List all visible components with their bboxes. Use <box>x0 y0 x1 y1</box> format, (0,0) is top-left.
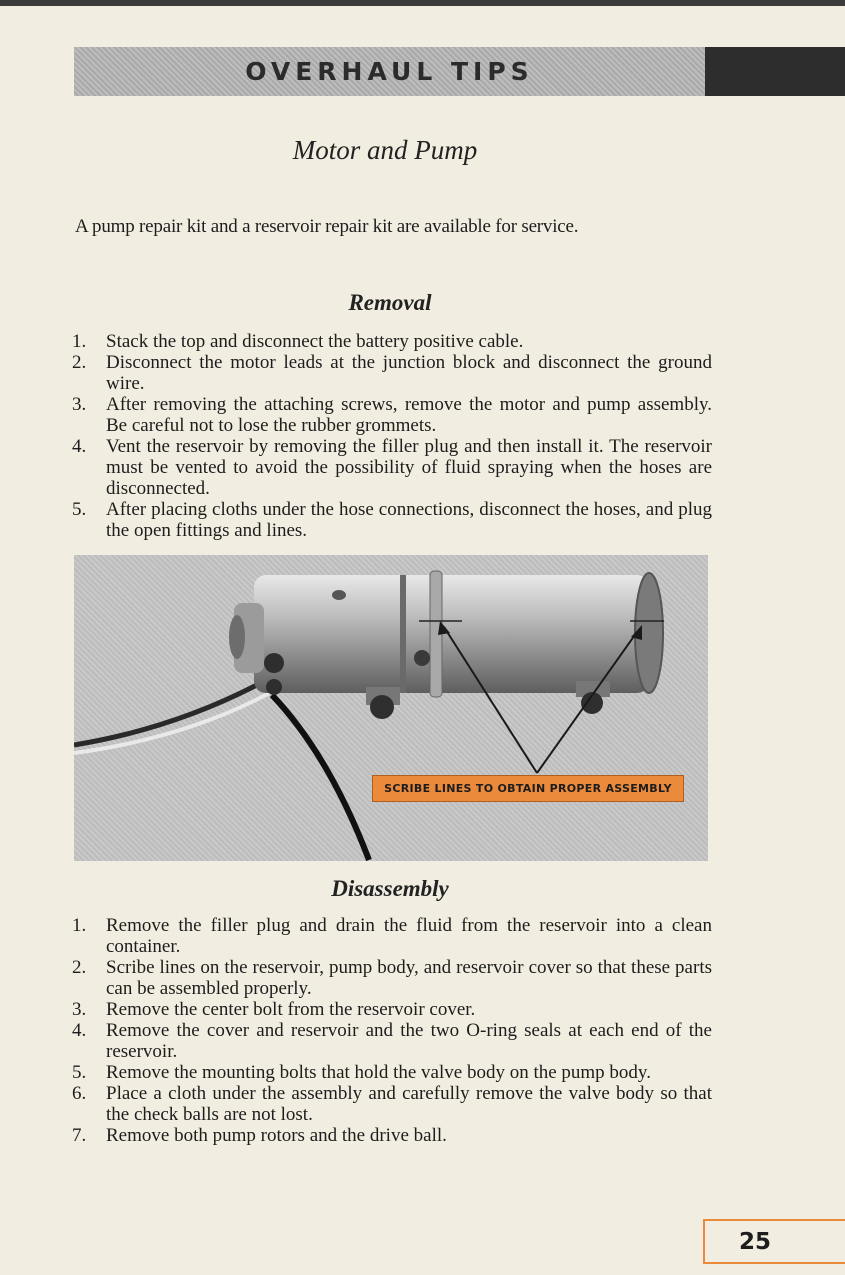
step-text: Remove both pump rotors and the drive ball. <box>106 1125 447 1146</box>
disassembly-heading: Disassembly <box>331 876 449 901</box>
step-number: 1. <box>72 331 87 352</box>
step-number: 5. <box>72 499 87 520</box>
list-item <box>72 436 712 499</box>
list-item <box>72 499 712 541</box>
page-number: 25 <box>739 1228 772 1255</box>
list-item <box>72 394 712 436</box>
list-item <box>72 999 712 1020</box>
list-item <box>72 331 712 352</box>
step-number: 3. <box>72 999 87 1020</box>
removal-heading: Removal <box>348 290 432 315</box>
step-text: Remove the cover and reservoir and the two O-ring seals at each end of the reservoir. <box>106 1020 712 1062</box>
step-text: Remove the filler plug and drain the fluid from the reservoir into a clean container. <box>106 915 712 957</box>
header-tab <box>705 47 845 96</box>
step-number: 2. <box>72 352 87 373</box>
list-item <box>72 1020 712 1062</box>
step-number: 1. <box>72 915 87 936</box>
disassembly-steps <box>72 915 712 1146</box>
motor-pump-photo <box>74 555 708 861</box>
callout-label: SCRIBE LINES TO OBTAIN PROPER ASSEMBLY <box>372 775 684 802</box>
step-text: Vent the reservoir by removing the filler plug and then install it. The reservoir must be vented to avoid the possibility of fluid spraying when the hoses are disconnected. <box>106 436 712 499</box>
intro-text: A pump repair kit and a reservoir repair kit are available for service. <box>75 216 579 237</box>
step-number: 5. <box>72 1062 87 1083</box>
header-band <box>74 47 705 96</box>
header-title: OVERHAUL TIPS <box>245 57 534 86</box>
list-item <box>72 1062 712 1083</box>
list-item <box>72 1083 712 1125</box>
removal-steps <box>72 331 712 541</box>
step-number: 4. <box>72 436 87 457</box>
step-text: Scribe lines on the reservoir, pump body, and reservoir cover so that these parts can be assembled properly. <box>106 957 712 999</box>
page-number-box <box>703 1219 845 1264</box>
step-text: Remove the center bolt from the reservoir cover. <box>106 999 476 1020</box>
list-item <box>72 915 712 957</box>
step-number: 4. <box>72 1020 87 1041</box>
step-number: 2. <box>72 957 87 978</box>
step-number: 7. <box>72 1125 87 1146</box>
list-item <box>72 957 712 999</box>
step-text: After placing cloths under the hose connections, disconnect the hoses, and plug the open fittings and lines. <box>106 499 712 541</box>
step-text: Stack the top and disconnect the battery positive cable. <box>106 331 524 352</box>
step-number: 6. <box>72 1083 87 1104</box>
step-text: Remove the mounting bolts that hold the valve body on the pump body. <box>106 1062 651 1083</box>
page-title: Motor and Pump <box>292 135 478 165</box>
top-rule <box>0 0 845 6</box>
step-text: After removing the attaching screws, remove the motor and pump assembly. Be careful not to lose the rubber grommets. <box>106 394 712 436</box>
motor-pump-illustration <box>74 555 708 861</box>
step-number: 3. <box>72 394 87 415</box>
step-text: Disconnect the motor leads at the junction block and disconnect the ground wire. <box>106 352 712 394</box>
list-item <box>72 352 712 394</box>
step-text: Place a cloth under the assembly and carefully remove the valve body so that the check balls are not lost. <box>106 1083 712 1125</box>
list-item <box>72 1125 712 1146</box>
